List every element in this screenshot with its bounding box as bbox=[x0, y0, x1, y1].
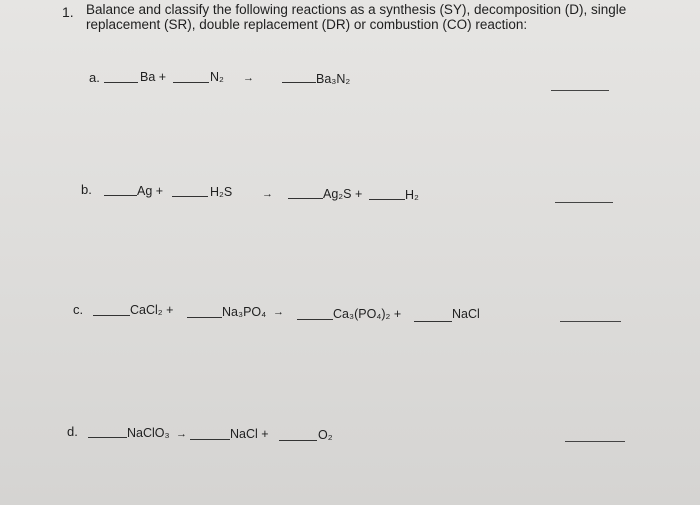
question-line-2: replacement (SR), double replacement (DR) or combustion (CO) reaction: bbox=[86, 17, 528, 32]
question-text bbox=[86, 2, 626, 32]
coefficient-blank[interactable] bbox=[282, 70, 316, 83]
coefficient-blank[interactable] bbox=[288, 186, 323, 199]
product-1: Ag₂S + bbox=[323, 187, 363, 201]
coefficient-blank[interactable] bbox=[279, 428, 317, 441]
reaction-label: c. bbox=[73, 302, 84, 317]
reaction-label: b. bbox=[81, 182, 92, 197]
reactant-1: Ba + bbox=[140, 70, 167, 84]
reaction-label: a. bbox=[89, 70, 100, 85]
product-2: H₂ bbox=[405, 188, 419, 202]
product-2: NaCl bbox=[452, 307, 480, 321]
answer-line[interactable] bbox=[560, 321, 621, 322]
product-1: Ba₃N₂ bbox=[316, 72, 351, 86]
coefficient-blank[interactable] bbox=[93, 303, 130, 316]
coefficient-blank[interactable] bbox=[187, 305, 222, 318]
answer-line[interactable] bbox=[555, 202, 613, 203]
product-2: O₂ bbox=[318, 428, 333, 442]
coefficient-blank[interactable] bbox=[173, 70, 209, 83]
product-1: NaCl + bbox=[230, 427, 269, 441]
coefficient-blank[interactable] bbox=[414, 309, 452, 322]
reactant-2: Na₃PO₄ bbox=[222, 305, 267, 319]
reaction-label: d. bbox=[67, 424, 78, 439]
answer-line[interactable] bbox=[565, 441, 625, 442]
reactant-2: H₂S bbox=[210, 185, 233, 199]
question-line-1: Balance and classify the following reactions as a synthesis (SY), decomposition (D), single bbox=[86, 2, 627, 17]
product-1: Ca₃(PO₄)₂ + bbox=[333, 307, 402, 321]
coefficient-blank[interactable] bbox=[88, 425, 127, 438]
arrow-icon: → bbox=[176, 428, 187, 440]
reactant-1: CaCl₂ + bbox=[130, 303, 174, 317]
answer-line[interactable] bbox=[551, 90, 609, 91]
reactant-1: NaClO₃ bbox=[127, 426, 170, 440]
arrow-icon: → bbox=[273, 306, 284, 318]
question-number: 1. bbox=[62, 4, 74, 20]
coefficient-blank[interactable] bbox=[297, 307, 333, 320]
reactant-1: Ag + bbox=[137, 184, 164, 198]
reactant-2: N₂ bbox=[210, 70, 224, 84]
coefficient-blank[interactable] bbox=[172, 184, 208, 197]
coefficient-blank[interactable] bbox=[190, 427, 230, 440]
arrow-icon: → bbox=[262, 188, 273, 200]
coefficient-blank[interactable] bbox=[104, 183, 137, 196]
coefficient-blank[interactable] bbox=[369, 187, 405, 200]
coefficient-blank[interactable] bbox=[104, 70, 138, 83]
arrow-icon: → bbox=[243, 72, 254, 84]
